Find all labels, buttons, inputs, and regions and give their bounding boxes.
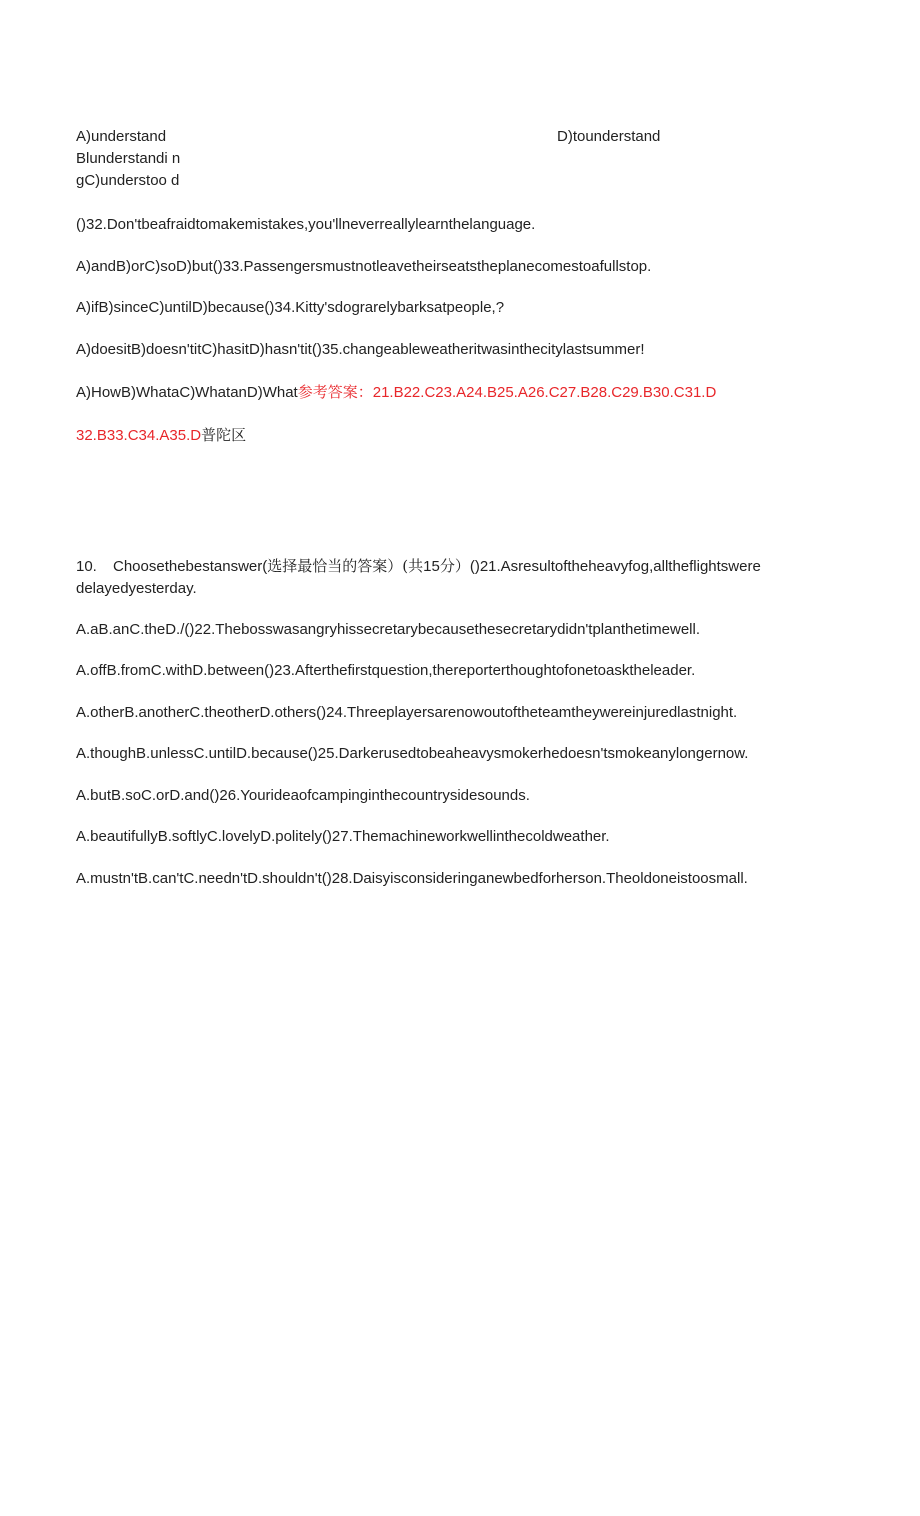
question-33-line: A)andB)orC)soD)but()33.Passengersmustnotleavetheirseatstheplanecomestoafullstop. [76,258,652,275]
question-35-line: A)doesitB)doesn'titC)hasitD)hasn'tit()35.changeableweatheritwasinthecitylastsummer! [76,341,645,358]
question-35-options: A)HowB)WhataC)WhatanD)What [76,384,298,401]
question-24-line: A.otherB.anotherC.theotherD.others()24.Threeplayersarenowoutoftheteamtheywereinjuredlastnight. [76,704,738,721]
section-number: 10. [76,558,97,575]
option-a-understand: A)understand [76,128,167,145]
answer-key-part2: 32.B33.C34.A35.D [76,427,202,444]
answer-key-part1: 21.B22.C23.A24.B25.A26.C27.B28.C29.B30.C31.D [372,384,717,401]
answer-key-line-2 [76,424,246,447]
question-34-line: A)ifB)sinceC)untilD)because()34.Kitty'sdograrelybarksatpeople,? [76,299,505,316]
section-heading [76,555,846,600]
heading-chinese-2: 分） [439,557,470,575]
question-25-line: A.thoughB.unlessC.untilD.because()25.Darkerusedtobeaheavysmokerhedoesn'tsmokeanylongernow. [76,745,749,762]
heading-chinese: 选择最恰当的答案）(共 [267,557,424,575]
question-32: ()32.Don'tbeafraidtomakemistakes,you'llneverreallylearnthelanguage. [76,216,536,233]
question-21: ()21.Asresultoftheheavyfog,alltheflightswere delayedyesterday. [76,558,761,597]
answer-key-label: 参考答案： [297,383,373,401]
heading-points: 15 [423,558,440,575]
option-d-tounderstand: D)tounderstand [557,128,661,145]
options-b-c-wrapped: Blunderstandi ngC)understoo d [76,150,181,189]
question-26-line: A.butB.soC.orD.and()26.Yourideaofcampinginthecountrysidesounds. [76,787,530,804]
answer-key-line [76,381,716,404]
question-22-line: A.aB.anC.theD./()22.Thebosswasangryhissecretarybecausethesecretarydidn'tplanthetimewell. [76,621,701,638]
district-name: 普陀区 [201,426,247,444]
question-28-line: A.mustn'tB.can'tC.needn'tD.shouldn't()28.Daisyisconsideringanewbedforherson.Theoldoneistoosmall. [76,870,748,887]
heading-english: Choosethebestanswer( [113,558,268,575]
question-23-line: A.offB.fromC.withD.between()23.Afterthefirstquestion,thereporterthoughtofonetoasktheleader. [76,662,696,679]
question-27-line: A.beautifullyB.softlyC.lovelyD.politely()27.Themachineworkwellinthecoldweather. [76,828,610,845]
